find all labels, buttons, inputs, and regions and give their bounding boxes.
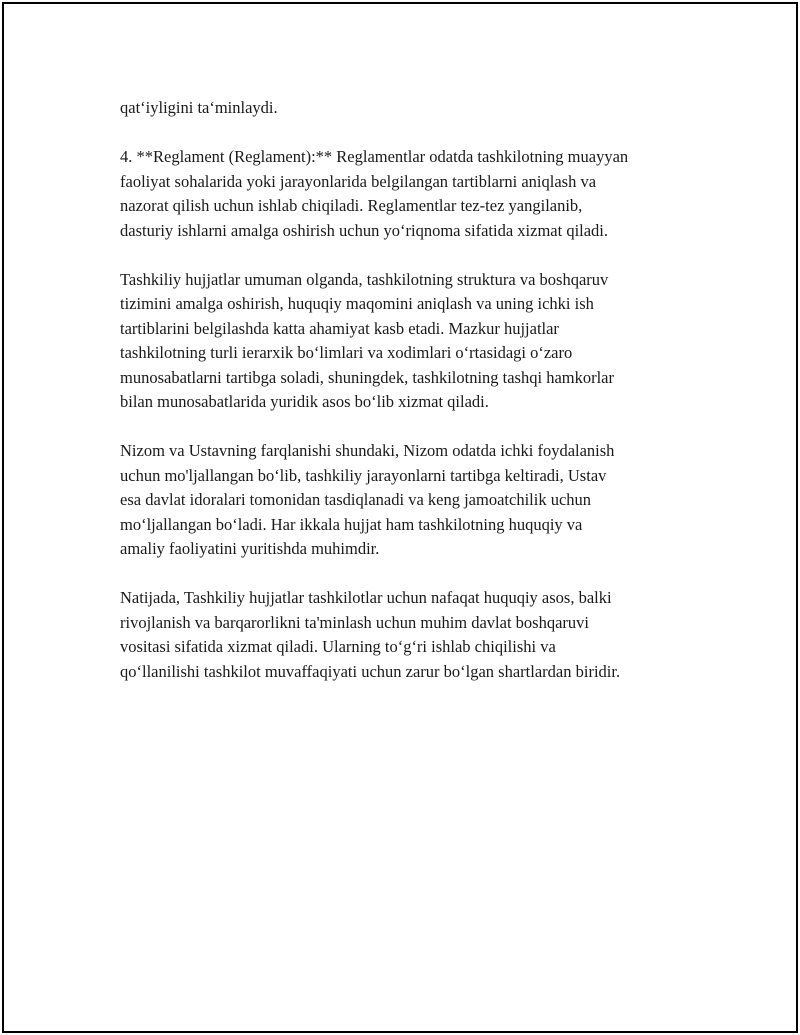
text-line: amaliy faoliyatini yuritishda muhimdir.	[120, 539, 380, 558]
paragraph-5	[120, 586, 700, 684]
text-line: faoliyat sohalarida yoki jarayonlarida belgilangan tartiblarni aniqlash va	[120, 171, 597, 191]
text-line: tashkilotning turli ierarxik bo‘limlari va xodimlari o‘rtasidagi o‘zaro	[120, 343, 573, 362]
text-line: nazorat qilish uchun ishlab chiqiladi. Reglamentlar tez-tez yangilanib,	[120, 196, 583, 215]
text-line: Natijada, Tashkiliy hujjatlar tashkilotlar uchun nafaqat huquqiy asos, balki	[120, 588, 612, 607]
text-line: mo‘ljallangan bo‘ladi. Har ikkala hujjat ham tashkilotning huquqiy va	[120, 514, 583, 534]
text-line: Nizom va Ustavning farqlanishi shundaki, Nizom odatda ichki foydalanish	[120, 441, 615, 460]
text-line: bilan munosabatlarida yuridik asos bo‘lib xizmat qiladi.	[120, 392, 489, 411]
document-page	[2, 2, 798, 1033]
text-line: dasturiy ishlarni amalga oshirish uchun yo‘riqnoma sifatida xizmat qiladi.	[120, 220, 609, 240]
text-line: uchun mo'ljallangan bo‘lib, tashkiliy jarayonlarni tartibga keltiradi, Ustav	[120, 465, 607, 485]
text-line: 4. **Reglament (Reglament):** Reglamentlar odatda tashkilotning muayyan	[120, 147, 629, 166]
paragraph-4	[120, 439, 700, 562]
text-line: qo‘llanilishi tashkilot muvaffaqiyati uchun zarur bo‘lgan shartlardan biridir.	[120, 661, 621, 681]
text-line: qat‘iyligini ta‘minlaydi.	[120, 98, 278, 117]
text-line: tizimini amalga oshirish, huquqiy maqomini aniqlash va uning ichki ish	[120, 294, 594, 313]
paragraph-3	[120, 268, 700, 415]
paragraph-2	[120, 145, 700, 243]
paragraph-1	[120, 96, 700, 121]
text-line: rivojlanish va barqarorlikni ta'minlash uchun muhim davlat boshqaruvi	[120, 612, 590, 632]
text-line: vositasi sifatida xizmat qiladi. Ularning to‘g‘ri ishlab chiqilishi va	[120, 637, 556, 656]
document-body	[120, 96, 700, 709]
text-line: esa davlat idoralari tomonidan tasdiqlanadi va keng jamoatchilik uchun	[120, 490, 592, 509]
text-line: Tashkiliy hujjatlar umuman olganda, tashkilotning struktura va boshqaruv	[120, 269, 609, 289]
text-line: munosabatlarni tartibga soladi, shuningdek, tashkilotning tashqi hamkorlar	[120, 367, 614, 387]
text-line: tartiblarini belgilashda katta ahamiyat kasb etadi. Mazkur hujjatlar	[120, 318, 559, 338]
